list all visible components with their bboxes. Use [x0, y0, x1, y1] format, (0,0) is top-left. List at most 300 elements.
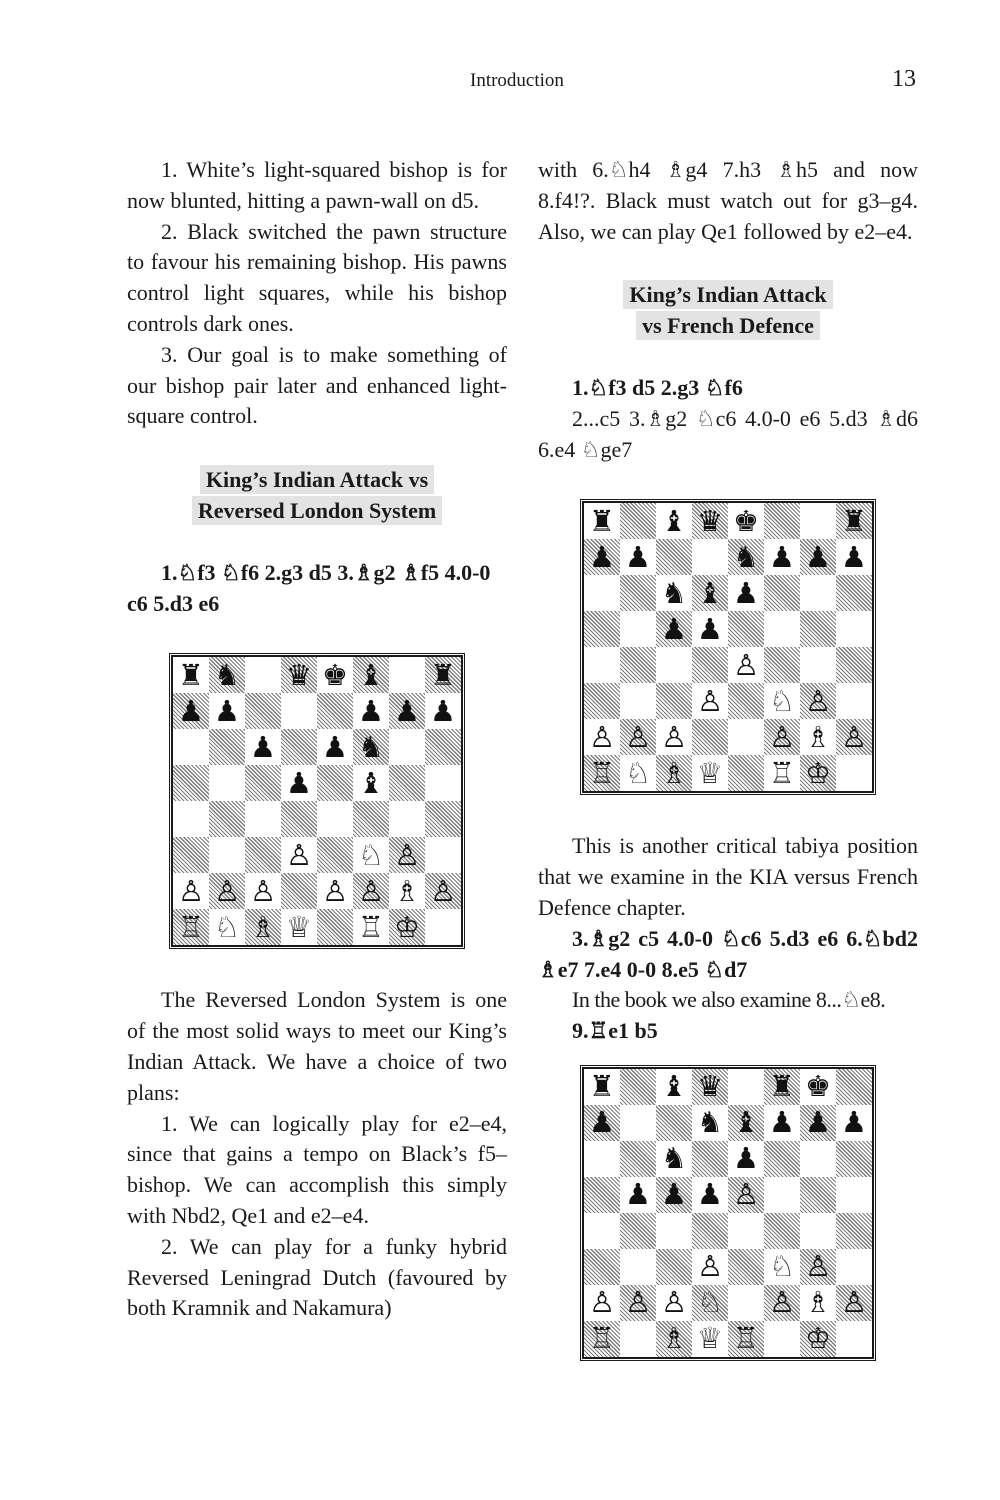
board-square	[281, 765, 317, 801]
black-rook-icon: ♜︎	[841, 503, 867, 538]
board-square	[389, 909, 425, 945]
black-knight-icon: ♞︎	[733, 539, 759, 574]
board-square	[584, 683, 620, 719]
board-square	[836, 1285, 872, 1321]
paragraph: This is another critical tabiya position that we examine in the KIA versus French Defence chapter.	[538, 833, 918, 920]
board-square	[836, 1321, 872, 1357]
white-rook-icon: ♖︎	[769, 755, 795, 790]
board-square	[584, 1321, 620, 1357]
move-sequence: 1.♘f3 d5 2.g3 ♘f6	[572, 374, 743, 400]
white-bishop-icon: ♗︎	[661, 755, 687, 790]
board-square	[584, 719, 620, 755]
board-square	[836, 1177, 872, 1213]
white-rook-icon: ♖︎	[589, 755, 615, 790]
white-rook-icon: ♖︎	[733, 1321, 759, 1356]
white-king-icon: ♔︎	[805, 755, 831, 790]
board-square	[656, 683, 692, 719]
black-bishop-icon: ♝︎	[358, 765, 384, 800]
board-square	[728, 1213, 764, 1249]
board-square	[584, 1105, 620, 1141]
board-square	[656, 755, 692, 791]
board-square	[620, 1321, 656, 1357]
board-square	[728, 647, 764, 683]
board-square	[353, 657, 389, 693]
board-square	[620, 719, 656, 755]
white-pawn-icon: ♙︎	[697, 1249, 723, 1284]
white-king-icon: ♔︎	[805, 1321, 831, 1356]
board-square	[764, 539, 800, 575]
board-square	[764, 1069, 800, 1105]
board-square	[389, 693, 425, 729]
board-square	[728, 1141, 764, 1177]
board-square	[209, 873, 245, 909]
white-bishop-icon: ♗︎	[805, 1285, 831, 1320]
board-square	[764, 1321, 800, 1357]
board-square	[728, 1105, 764, 1141]
white-queen-icon: ♕︎	[697, 755, 723, 790]
board-square	[764, 683, 800, 719]
board-square	[692, 503, 728, 539]
board-square	[620, 503, 656, 539]
board-square	[620, 1069, 656, 1105]
black-pawn-icon: ♟︎	[589, 1105, 615, 1140]
board-square	[836, 719, 872, 755]
board-square	[656, 575, 692, 611]
white-pawn-icon: ♙︎	[430, 873, 456, 908]
black-rook-icon: ♜︎	[589, 1069, 615, 1104]
board-square	[656, 1213, 692, 1249]
board-square	[836, 611, 872, 647]
white-bishop-icon: ♗︎	[394, 873, 420, 908]
white-pawn-icon: ♙︎	[178, 873, 204, 908]
board-square	[584, 1285, 620, 1321]
board-square	[692, 647, 728, 683]
board-square	[728, 503, 764, 539]
white-knight-icon: ♘︎	[697, 1285, 723, 1320]
board-square	[317, 657, 353, 693]
board-square	[317, 765, 353, 801]
board-square	[584, 1177, 620, 1213]
chess-diagram-2	[582, 501, 874, 793]
board-square	[692, 1141, 728, 1177]
black-pawn-icon: ♟︎	[769, 1105, 795, 1140]
board-square	[281, 909, 317, 945]
board-square	[800, 683, 836, 719]
board-square	[692, 683, 728, 719]
board-square	[173, 765, 209, 801]
board-square	[245, 657, 281, 693]
black-pawn-icon: ♟︎	[589, 539, 615, 574]
board-square	[173, 837, 209, 873]
board-square	[353, 765, 389, 801]
board-square	[764, 1141, 800, 1177]
white-pawn-icon: ♙︎	[214, 873, 240, 908]
board-square	[800, 1177, 836, 1213]
white-pawn-icon: ♙︎	[625, 719, 651, 754]
board-square	[353, 693, 389, 729]
board-square	[800, 755, 836, 791]
section-heading	[538, 280, 918, 342]
black-pawn-icon: ♟︎	[625, 1177, 651, 1212]
board-square	[317, 801, 353, 837]
black-bishop-icon: ♝︎	[661, 1069, 687, 1104]
board-square	[764, 1177, 800, 1213]
running-head: Introduction	[470, 70, 564, 91]
board-square	[353, 801, 389, 837]
board-square	[620, 1285, 656, 1321]
paragraph: The Reversed London System is one of the most solid ways to meet our King’s Indian Attack. We have a choice of two plans:	[127, 987, 507, 1105]
black-pawn-icon: ♟︎	[625, 539, 651, 574]
board-square	[764, 575, 800, 611]
board-square	[425, 801, 461, 837]
board-square	[692, 1321, 728, 1357]
board-square	[245, 693, 281, 729]
board-square	[173, 693, 209, 729]
board-square	[836, 1213, 872, 1249]
board-square	[209, 657, 245, 693]
board-square	[836, 1105, 872, 1141]
white-rook-icon: ♖︎	[589, 1321, 615, 1356]
white-pawn-icon: ♙︎	[841, 719, 867, 754]
black-bishop-icon: ♝︎	[661, 503, 687, 538]
board-square	[836, 755, 872, 791]
black-queen-icon: ♛︎	[697, 503, 723, 538]
board-square	[425, 693, 461, 729]
board-square	[245, 801, 281, 837]
board-square	[800, 611, 836, 647]
board-square	[389, 837, 425, 873]
board-square	[764, 755, 800, 791]
board-square	[656, 503, 692, 539]
board-square	[800, 1213, 836, 1249]
white-rook-icon: ♖︎	[178, 909, 204, 944]
black-knight-icon: ♞︎	[358, 729, 384, 764]
board-square	[173, 909, 209, 945]
board-square	[173, 801, 209, 837]
board-square	[281, 693, 317, 729]
board-square	[317, 837, 353, 873]
board-square	[245, 729, 281, 765]
white-pawn-icon: ♙︎	[358, 873, 384, 908]
black-king-icon: ♚︎	[733, 503, 759, 538]
board-square	[656, 647, 692, 683]
page-number: 13	[892, 66, 916, 92]
board-square	[620, 575, 656, 611]
move-sequence: 1.♘f3 ♘f6 2.g3 d5 3.♗g2 ♗f5 4.0-0 c6 5.d3 e6	[127, 559, 491, 616]
board-square	[620, 1213, 656, 1249]
white-pawn-icon: ♙︎	[805, 683, 831, 718]
black-pawn-icon: ♟︎	[841, 539, 867, 574]
board-square	[620, 755, 656, 791]
white-bishop-icon: ♗︎	[250, 909, 276, 944]
white-pawn-icon: ♙︎	[286, 837, 312, 872]
chess-diagram-1	[171, 655, 463, 947]
board-square	[281, 873, 317, 909]
board-square	[620, 1249, 656, 1285]
board-square	[800, 575, 836, 611]
board-square	[353, 909, 389, 945]
board-square	[836, 1141, 872, 1177]
board-square	[692, 1105, 728, 1141]
black-pawn-icon: ♟︎	[214, 693, 240, 728]
black-rook-icon: ♜︎	[430, 657, 456, 692]
board-square	[317, 873, 353, 909]
board-square	[281, 657, 317, 693]
board-square	[692, 1213, 728, 1249]
white-pawn-icon: ♙︎	[322, 873, 348, 908]
board-square	[656, 539, 692, 575]
board-square	[800, 647, 836, 683]
board-square	[800, 1141, 836, 1177]
paragraph: 1. We can logically play for e2–e4, since that gains a tempo on Black’s f5–bishop. We can accomplish this simply with Nbd2, Qe1 and e2–e4.	[127, 1110, 507, 1228]
board-square	[389, 765, 425, 801]
white-pawn-icon: ♙︎	[697, 683, 723, 718]
paragraph: 2. Black switched the pawn structure to favour his remaining bishop. His pawns control light squares, while his bishop controls dark ones.	[127, 218, 507, 336]
board-square	[692, 1249, 728, 1285]
white-queen-icon: ♕︎	[697, 1321, 723, 1356]
board-square	[317, 729, 353, 765]
black-rook-icon: ♜︎	[178, 657, 204, 692]
black-pawn-icon: ♟︎	[805, 1105, 831, 1140]
board-square	[764, 1285, 800, 1321]
white-knight-icon: ♘︎	[769, 683, 795, 718]
board-square	[800, 1069, 836, 1105]
white-rook-icon: ♖︎	[358, 909, 384, 944]
board-square	[425, 657, 461, 693]
black-queen-icon: ♛︎	[286, 657, 312, 692]
board-square	[620, 611, 656, 647]
black-knight-icon: ♞︎	[661, 1141, 687, 1176]
board-square	[584, 1213, 620, 1249]
white-knight-icon: ♘︎	[625, 755, 651, 790]
board-square	[692, 575, 728, 611]
black-pawn-icon: ♟︎	[250, 729, 276, 764]
board-square	[620, 539, 656, 575]
board-square	[800, 719, 836, 755]
white-pawn-icon: ♙︎	[394, 837, 420, 872]
black-bishop-icon: ♝︎	[358, 657, 384, 692]
white-pawn-icon: ♙︎	[805, 1249, 831, 1284]
board-square	[764, 1105, 800, 1141]
paragraph: 3. Our goal is to make something of our bishop pair later and enhanced light-square control.	[127, 341, 507, 429]
board-square	[692, 1285, 728, 1321]
board-square	[728, 1069, 764, 1105]
paragraph: 1. White’s light-squared bishop is for now blunted, hitting a pawn-wall on d5.	[127, 157, 507, 213]
board-square	[209, 729, 245, 765]
black-knight-icon: ♞︎	[661, 575, 687, 610]
board-square	[800, 1249, 836, 1285]
board-square	[656, 1285, 692, 1321]
board-square	[245, 765, 281, 801]
board-square	[656, 1321, 692, 1357]
board-square	[584, 755, 620, 791]
black-pawn-icon: ♟︎	[697, 611, 723, 646]
white-pawn-icon: ♙︎	[733, 647, 759, 682]
board-square	[800, 539, 836, 575]
heading-line: King’s Indian Attack	[623, 280, 832, 309]
white-pawn-icon: ♙︎	[625, 1285, 651, 1320]
board-square	[584, 1069, 620, 1105]
board-square	[728, 719, 764, 755]
black-pawn-icon: ♟︎	[358, 693, 384, 728]
board-square	[656, 1177, 692, 1213]
board-square	[173, 873, 209, 909]
board-square	[800, 503, 836, 539]
board-square	[209, 765, 245, 801]
board-square	[800, 1105, 836, 1141]
board-square	[245, 873, 281, 909]
board-square	[353, 837, 389, 873]
board-square	[800, 1321, 836, 1357]
board-square	[764, 647, 800, 683]
section-heading	[127, 465, 507, 527]
black-pawn-icon: ♟︎	[286, 765, 312, 800]
paragraph: 2. We can play for a funky hybrid Reversed Leningrad Dutch (favoured by both Kramnik and Nakamura)	[127, 1233, 507, 1321]
board-square	[353, 729, 389, 765]
black-bishop-icon: ♝︎	[697, 575, 723, 610]
white-pawn-icon: ♙︎	[661, 1285, 687, 1320]
board-square	[656, 719, 692, 755]
white-pawn-icon: ♙︎	[589, 719, 615, 754]
board-square	[692, 1069, 728, 1105]
board-square	[728, 755, 764, 791]
board-square	[836, 1249, 872, 1285]
chess-diagram-3	[582, 1067, 874, 1359]
paragraph: In the book we also examine 8...♘e8.	[572, 987, 886, 1013]
board-square	[728, 1285, 764, 1321]
left-column	[127, 155, 507, 1324]
black-pawn-icon: ♟︎	[841, 1105, 867, 1140]
board-square	[728, 611, 764, 647]
board-square	[656, 1105, 692, 1141]
black-pawn-icon: ♟︎	[733, 575, 759, 610]
board-square	[728, 575, 764, 611]
black-pawn-icon: ♟︎	[661, 1177, 687, 1212]
board-square	[209, 837, 245, 873]
board-square	[209, 801, 245, 837]
black-knight-icon: ♞︎	[697, 1105, 723, 1140]
right-column	[538, 155, 918, 1359]
board-square	[584, 1249, 620, 1285]
board-square	[620, 647, 656, 683]
board-square	[656, 611, 692, 647]
board-square	[281, 801, 317, 837]
board-square	[281, 729, 317, 765]
board-square	[764, 1213, 800, 1249]
board-square	[800, 1285, 836, 1321]
board-square	[692, 1177, 728, 1213]
board-square	[728, 683, 764, 719]
board-square	[173, 729, 209, 765]
board-square	[425, 729, 461, 765]
board-square	[209, 909, 245, 945]
board-square	[836, 539, 872, 575]
black-pawn-icon: ♟︎	[697, 1177, 723, 1212]
board-square	[692, 539, 728, 575]
black-king-icon: ♚︎	[322, 657, 348, 692]
black-pawn-icon: ♟︎	[661, 611, 687, 646]
board-square	[425, 765, 461, 801]
board-square	[584, 1141, 620, 1177]
black-pawn-icon: ♟︎	[430, 693, 456, 728]
board-square	[389, 801, 425, 837]
black-pawn-icon: ♟︎	[769, 539, 795, 574]
black-pawn-icon: ♟︎	[805, 539, 831, 574]
move-sequence: 3.♗g2 c5 4.0-0 ♘c6 5.d3 e6 6.♘bd2 ♗e7 7.e4 0-0 8.e5 ♘d7	[538, 925, 918, 982]
board-square	[389, 729, 425, 765]
board-square	[692, 719, 728, 755]
board-square	[656, 1069, 692, 1105]
board-square	[281, 837, 317, 873]
board-square	[728, 1177, 764, 1213]
board-square	[620, 1177, 656, 1213]
board-square	[764, 503, 800, 539]
board-square	[728, 1321, 764, 1357]
white-bishop-icon: ♗︎	[661, 1321, 687, 1356]
white-bishop-icon: ♗︎	[805, 719, 831, 754]
board-square	[656, 1249, 692, 1285]
board-square	[584, 647, 620, 683]
board-square	[584, 539, 620, 575]
white-pawn-icon: ♙︎	[769, 1285, 795, 1320]
white-pawn-icon: ♙︎	[250, 873, 276, 908]
board-square	[425, 909, 461, 945]
board-square	[764, 1249, 800, 1285]
board-square	[317, 909, 353, 945]
board-square	[764, 719, 800, 755]
board-square	[389, 873, 425, 909]
board-square	[836, 647, 872, 683]
black-bishop-icon: ♝︎	[733, 1105, 759, 1140]
board-square	[584, 503, 620, 539]
board-square	[245, 909, 281, 945]
board-square	[728, 539, 764, 575]
board-square	[836, 683, 872, 719]
board-square	[728, 1249, 764, 1285]
move-sequence: 9.♖e1 b5	[572, 1018, 658, 1044]
white-knight-icon: ♘︎	[358, 837, 384, 872]
black-rook-icon: ♜︎	[769, 1069, 795, 1104]
black-pawn-icon: ♟︎	[178, 693, 204, 728]
paragraph: 2...c5 3.♗g2 ♘c6 4.0-0 e6 5.d3 ♗d6 6.e4 ♘ge7	[538, 405, 918, 462]
black-pawn-icon: ♟︎	[733, 1141, 759, 1176]
white-queen-icon: ♕︎	[286, 909, 312, 944]
white-knight-icon: ♘︎	[769, 1249, 795, 1284]
black-king-icon: ♚︎	[805, 1069, 831, 1104]
board-square	[836, 503, 872, 539]
board-square	[209, 693, 245, 729]
white-pawn-icon: ♙︎	[769, 719, 795, 754]
black-knight-icon: ♞︎	[214, 657, 240, 692]
board-square	[620, 1105, 656, 1141]
board-square	[620, 683, 656, 719]
black-rook-icon: ♜︎	[589, 503, 615, 538]
white-pawn-icon: ♙︎	[589, 1285, 615, 1320]
board-square	[836, 1069, 872, 1105]
board-square	[584, 611, 620, 647]
board-square	[692, 611, 728, 647]
paragraph: with 6.♘h4 ♗g4 7.h3 ♗h5 and now 8.f4!?. Black must watch out for g3–g4. Also, we can play Qe1 followed by e2–e4.	[538, 157, 918, 244]
board-square	[584, 575, 620, 611]
white-pawn-icon: ♙︎	[661, 719, 687, 754]
black-queen-icon: ♛︎	[697, 1069, 723, 1104]
board-square	[353, 873, 389, 909]
board-square	[245, 837, 281, 873]
board-square	[425, 837, 461, 873]
board-square	[173, 657, 209, 693]
board-square	[764, 611, 800, 647]
board-square	[656, 1141, 692, 1177]
